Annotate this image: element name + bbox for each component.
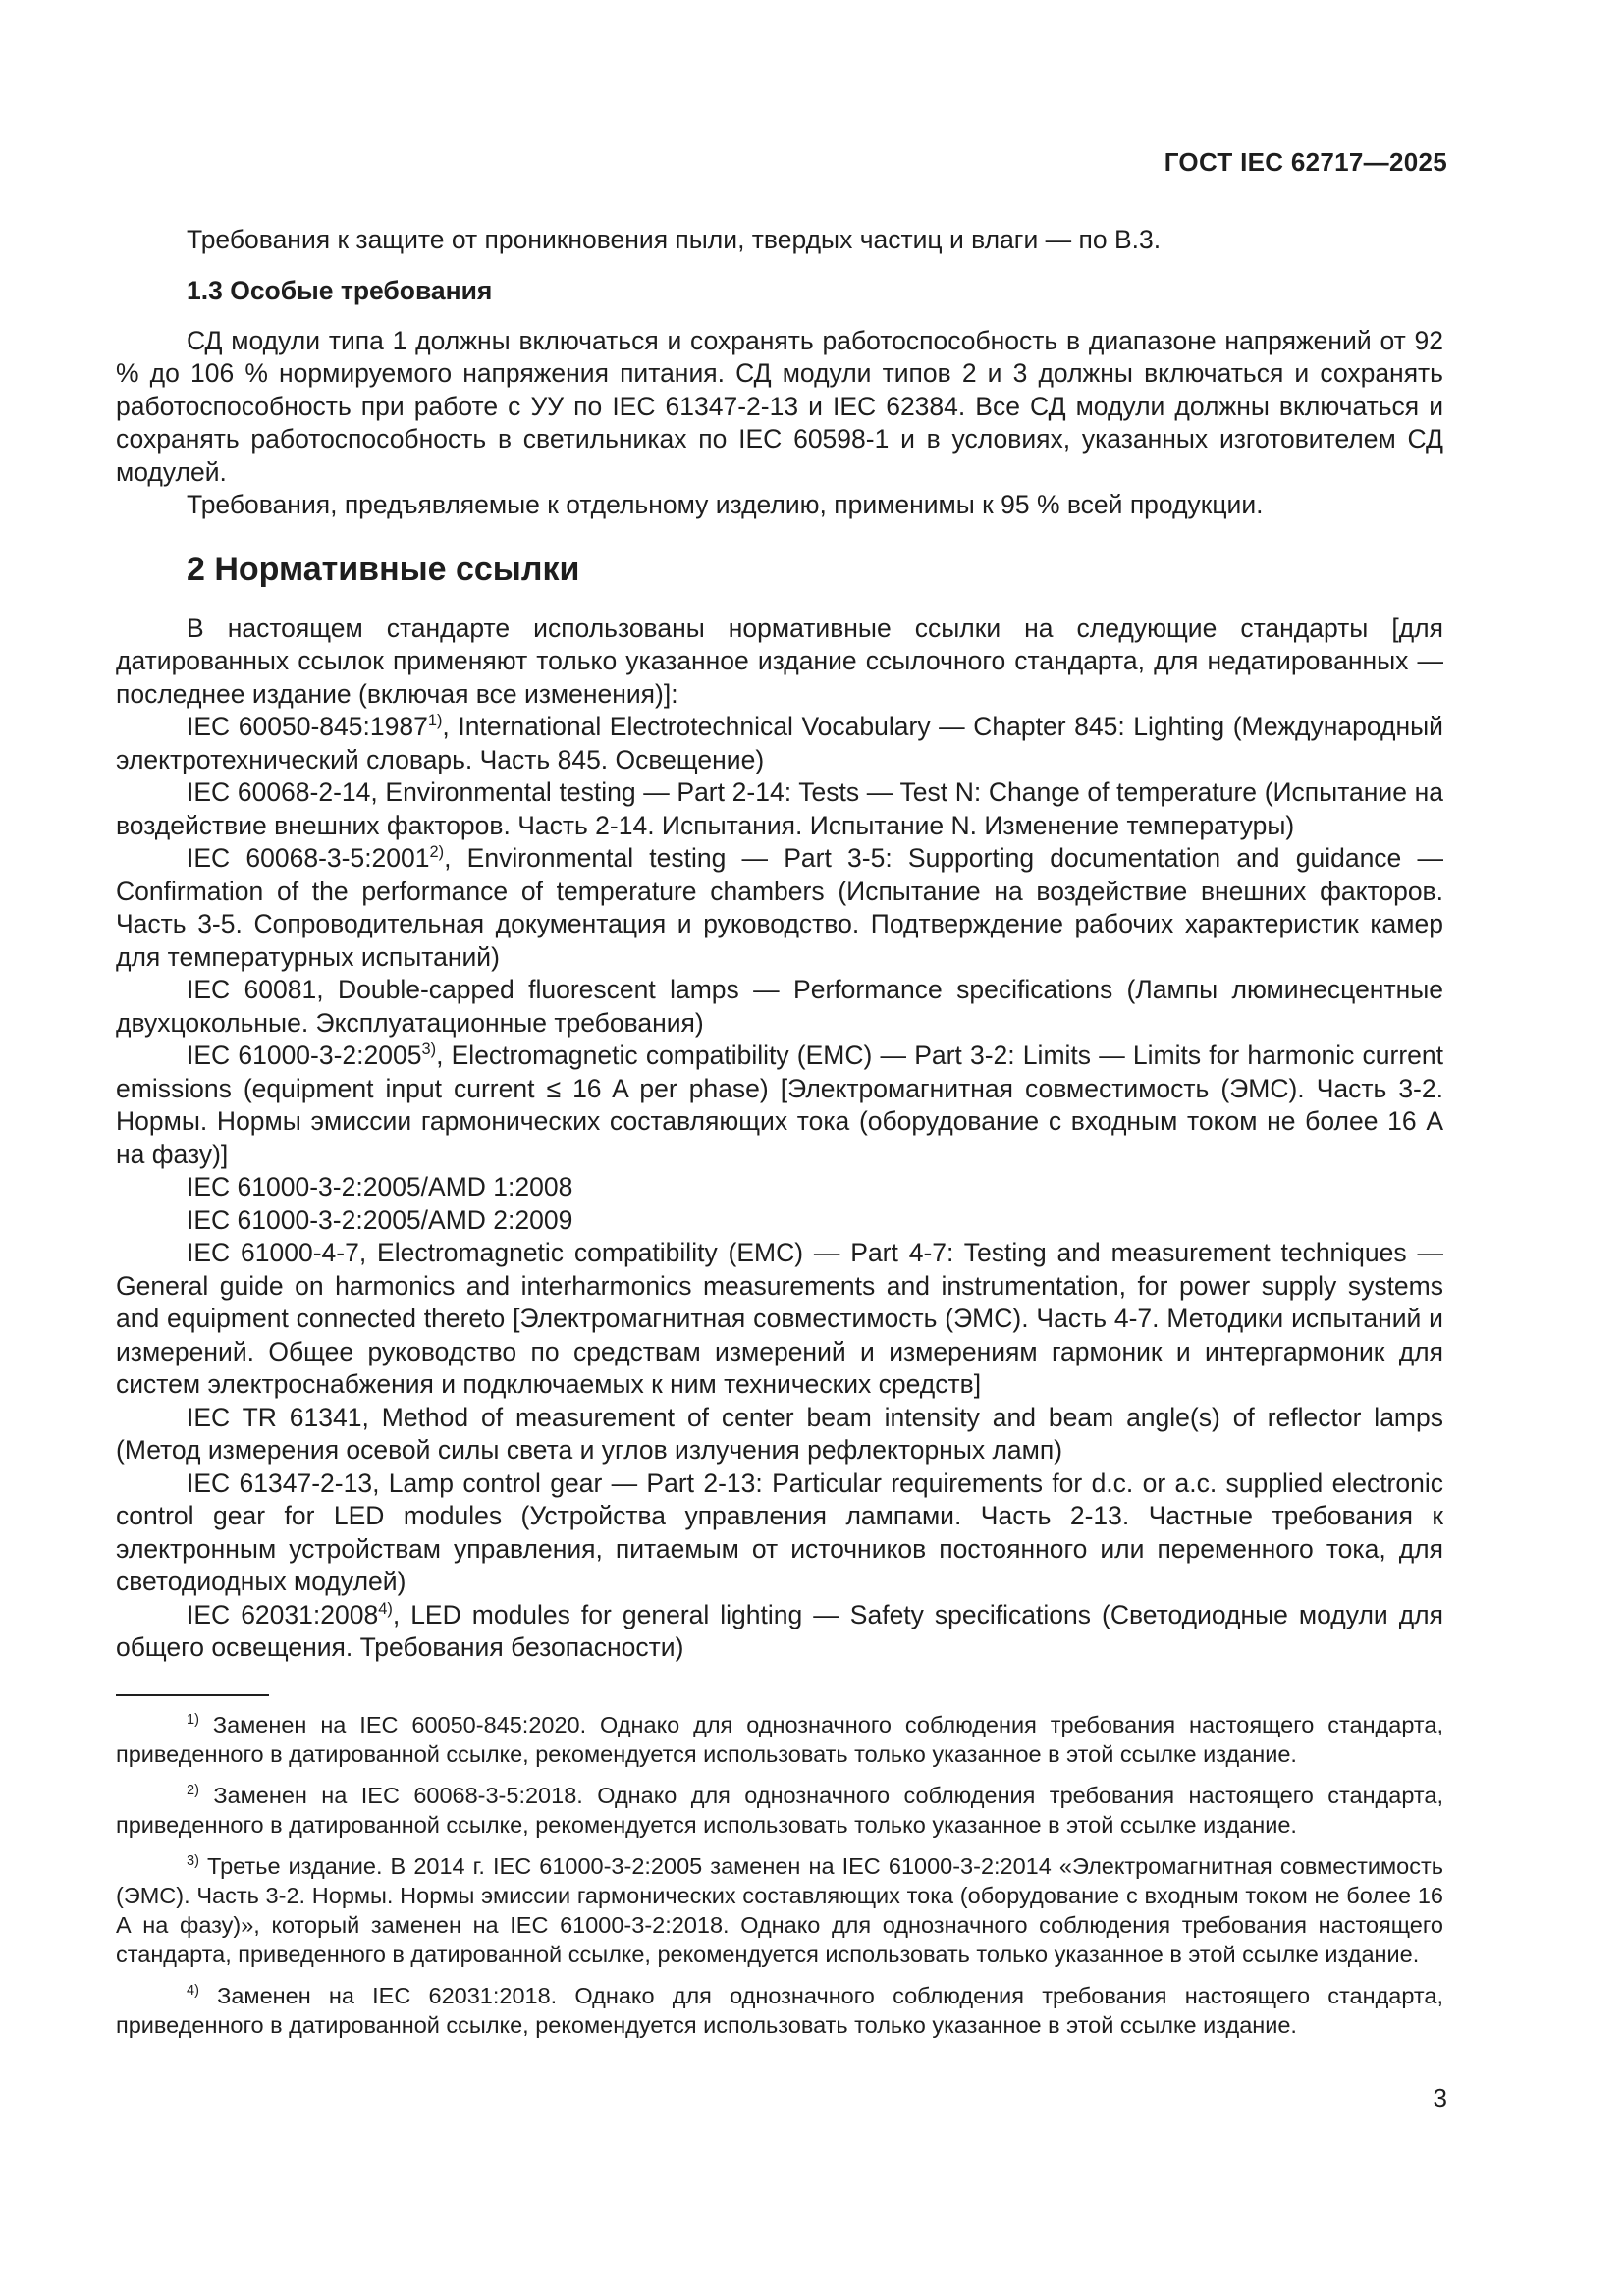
reference-code: IEC 61347-2-13 <box>187 1468 373 1498</box>
section-2-heading: 2 Нормативные ссылки <box>187 550 580 588</box>
page-number: 3 <box>1433 2083 1447 2112</box>
footnote-mark: 4) <box>187 1982 199 1999</box>
reference-item <box>116 1237 1443 1402</box>
footnote <box>116 1851 1443 1969</box>
section-2-intro: В настоящем стандарте использованы нормативные ссылки на следующие стандарты [для датированных ссылок применяют только указанное издание ссылочного стандарта, для недатированных — последнее издание (включая все изменения)]: <box>116 613 1443 709</box>
footnote-mark: 3) <box>187 1852 199 1869</box>
footnote-mark: 1) <box>427 712 443 730</box>
reference-code: IEC 60068-3-5:2001 <box>187 843 430 873</box>
section-1-3-paragraph: СД модули типа 1 должны включаться и сохранять работоспособность в диапазоне напряжений от 92 % до 106 % нормируемого напряжения питания. СД модули типов 2 и 3 должны включаться и сохранять работоспособность при работе с УУ по IEC 61347-2-13 и IEC 62384. Все СД модули должны включаться и сохранять работоспособность в светильниках по IEC 60598-1 и в условиях, указанных изготовителем СД модулей. <box>116 325 1443 487</box>
reference-item <box>116 1599 1443 1665</box>
reference-code: IEC 60050-845:1987 <box>187 712 428 741</box>
reference-item <box>116 1204 1443 1238</box>
reference-item <box>116 974 1443 1040</box>
reference-title: , Electromagnetic compatibility (EMC) — Part 3-2: Limits — Limits for harmonic current emissions (equipment input current ≤ 16 A per phase) [Электромагнитная совместимость (ЭМС). Часть 3-2. Нормы. Нормы эмиссии гармонических составляющих тока (оборудование с входным током не более 16 А на фазу)] <box>116 1041 1443 1169</box>
footnote <box>116 1781 1443 1840</box>
footnote-mark: 3) <box>421 1041 437 1059</box>
reference-list <box>116 711 1443 1665</box>
footnote-text: Заменен на IEC 60050-845:2020. Однако для однозначного соблюдения требования настоящего стандарта, приведенного в датированной ссылке, рекомендуется использовать только указанное в этой ссылке издание. <box>116 1711 1443 1767</box>
reference-code: IEC 62031:2008 <box>187 1599 379 1629</box>
reference-code: IEC 61000-3-2:2005/AMD 1:2008 <box>187 1172 573 1201</box>
footnote-mark: 4) <box>378 1599 393 1618</box>
footnote-text: Третье издание. В 2014 г. IEC 61000-3-2:2005 заменен на IEC 61000-3-2:2014 «Электромагнитная совместимость (ЭМС). Часть 3-2. Нормы. Нормы эмиссии гармонических составляющих тока (оборудование с входным током не более 16 А на фазу)», который заменен на IEC 61000-3-2:2018. Однако для однозначного соблюдения требования настоящего стандарта, приведенного в датированной ссылке, рекомендуется использовать только указанное в этой ссылке издание. <box>116 1852 1443 1967</box>
footnote-divider <box>116 1694 269 1696</box>
reference-code: IEC 61000-3-2:2005/AMD 2:2009 <box>187 1204 573 1235</box>
reference-title: , LED modules for general lighting — Safety specifications (Светодиодные модули для общего освещения. Требования безопасности) <box>116 1599 1443 1662</box>
footnotes <box>116 1710 1443 2040</box>
page-body <box>116 224 1443 2052</box>
reference-item <box>116 842 1443 974</box>
footnote-mark: 2) <box>187 1782 199 1798</box>
reference-code: IEC 61000-3-2:2005 <box>187 1041 422 1070</box>
intro-paragraph: Требования к защите от проникновения пыли, твердых частиц и влаги — по В.3. <box>187 225 1162 254</box>
footnote <box>116 1981 1443 2040</box>
reference-title: , Electromagnetic compatibility (EMC) — Part 4-7: Testing and measurement techniques — General guide on harmonics and interharmonics measurements and instrumentation, for power supply systems and equipment connected thereto [Электромагнитная совместимость (ЭМС). Часть 4-7. Методики испытаний и измерений. Общее руководство по средствам измерений и измерениям гармоник и интергармоник для систем электроснабжения и подключаемых к ним технических средств] <box>116 1238 1443 1399</box>
reference-item <box>116 711 1443 776</box>
reference-title: , Environmental testing — Part 2-14: Tests — Test N: Change of temperature (Испытание на воздействие внешних факторов. Часть 2-14. Испытания. Испытание N. Изменение температуры) <box>116 777 1444 840</box>
reference-code: IEC 60068-2-14 <box>187 777 371 807</box>
footnote-mark: 2) <box>429 843 445 862</box>
reference-code: IEC 61000-4-7 <box>187 1238 359 1267</box>
running-header: ГОСТ IEC 62717—2025 <box>1164 147 1447 177</box>
reference-title: , International Electrotechnical Vocabulary — Chapter 845: Lighting (Международный электротехнический словарь. Часть 845. Освещение) <box>116 712 1443 774</box>
footnote <box>116 1710 1443 1769</box>
reference-item <box>116 1468 1443 1599</box>
reference-title: , Double-capped fluorescent lamps — Performance specifications (Лампы люминесцентные двухцокольные. Эксплуатационные требования) <box>116 975 1443 1038</box>
section-1-3-paragraph: Требования, предъявляемые к отдельному изделию, применимы к 95 % всей продукции. <box>187 490 1264 519</box>
reference-item <box>116 1171 1443 1204</box>
reference-title: , Lamp control gear — Part 2-13: Particular requirements for d.c. or a.c. supplied electronic control gear for LED modules (Устройства управления лампами. Часть 2-13. Частные требования к электронным устройствам управления, питаемым от источников постоянного или переменного тока, для светодиодных модулей) <box>116 1468 1443 1596</box>
footnote-text: Заменен на IEC 60068-3-5:2018. Однако для однозначного соблюдения требования настоящего стандарта, приведенного в датированной ссылке, рекомендуется использовать только указанное в этой ссылке издание. <box>116 1782 1443 1838</box>
reference-item <box>116 1402 1443 1468</box>
reference-title: , Method of measurement of center beam intensity and beam angle(s) of reflector lamps (Метод измерения осевой силы света и углов излучения рефлекторных ламп) <box>116 1402 1443 1465</box>
reference-code: IEC TR 61341 <box>187 1402 362 1432</box>
reference-item <box>116 776 1443 842</box>
footnote-mark: 1) <box>187 1711 199 1728</box>
footnote-text: Заменен на IEC 62031:2018. Однако для однозначного соблюдения требования настоящего стандарта, приведенного в датированной ссылке, рекомендуется использовать только указанное в этой ссылке издание. <box>116 1982 1443 2038</box>
reference-title: , Environmental testing — Part 3-5: Supporting documentation and guidance — Confirmation of the performance of temperature chambers (Испытание на воздействие внешних факторов. Часть 3-5. Сопроводительная документация и руководство. Подтверждение рабочих характеристик камер для температурных испытаний) <box>116 843 1443 972</box>
reference-code: IEC 60081 <box>187 975 317 1004</box>
section-1-3-heading: 1.3 Особые требования <box>187 275 493 305</box>
reference-item <box>116 1040 1443 1171</box>
